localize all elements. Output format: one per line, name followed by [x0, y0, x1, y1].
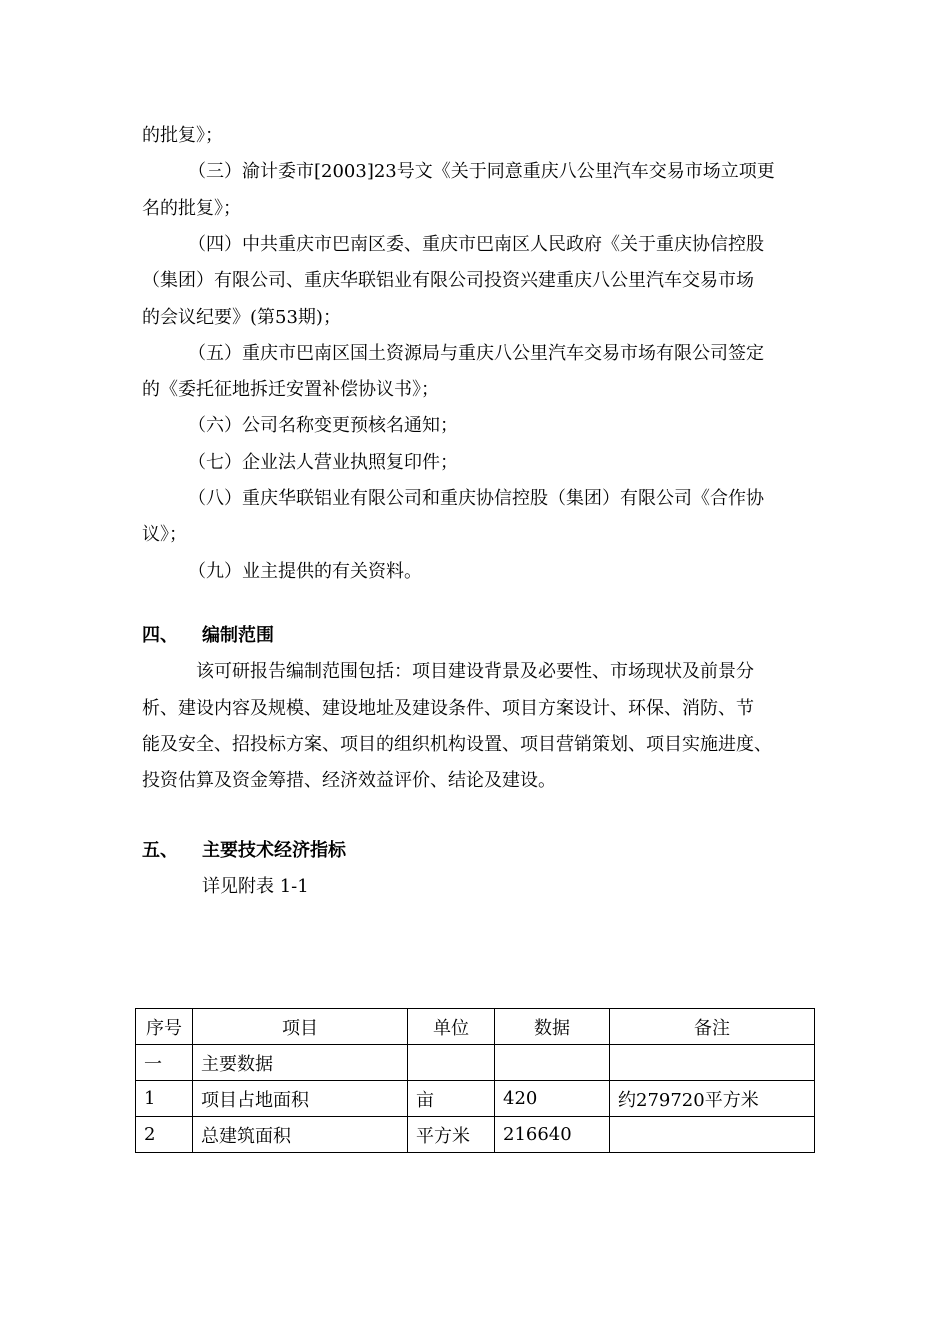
text-line: 投资估算及资金筹措、经济效益评价、结论及建设。 — [142, 770, 556, 791]
text-line: （五）重庆市巴南区国土资源局与重庆八公里汽车交易市场有限公司签定 — [188, 343, 764, 364]
section-number: 五、 — [142, 840, 178, 861]
table-cell — [610, 1117, 815, 1153]
text-line: 能及安全、招投标方案、项目的组织机构设置、项目营销策划、项目实施进度、 — [142, 734, 772, 755]
table-cell — [610, 1045, 815, 1081]
text-line: 议》； — [142, 524, 187, 545]
section-title: 编制范围 — [202, 625, 274, 646]
table-cell: 1 — [136, 1081, 193, 1117]
technical-indicators-table — [135, 1008, 815, 1153]
table-cell — [495, 1045, 610, 1081]
table-cell: 216640 — [495, 1117, 610, 1153]
table-cell: 项目占地面积 — [193, 1081, 408, 1117]
table-header-cell: 序号 — [136, 1009, 193, 1045]
text-line: （三）渝计委市[2003]23号文《关于同意重庆八公里汽车交易市场立项更 — [188, 161, 775, 182]
text-line: 该可研报告编制范围包括：项目建设背景及必要性、市场现状及前景分 — [196, 661, 754, 682]
text-line: 名的批复》； — [142, 198, 241, 219]
table-header-cell: 备注 — [610, 1009, 815, 1045]
text-line: （七）企业法人营业执照复印件； — [188, 452, 458, 473]
text-line: （四）中共重庆市巴南区委、重庆市巴南区人民政府《关于重庆协信控股 — [188, 234, 764, 255]
table-row — [136, 1117, 815, 1153]
table-cell: 2 — [136, 1117, 193, 1153]
table-cell: 约279720平方米 — [610, 1081, 815, 1117]
text-line: 的会议纪要》(第53期)； — [142, 307, 341, 328]
text-line: （八）重庆华联铝业有限公司和重庆协信控股（集团）有限公司《合作协 — [188, 488, 764, 509]
table-cell: 一 — [136, 1045, 193, 1081]
text-line: 的批复》； — [142, 125, 223, 146]
table-cell: 平方米 — [408, 1117, 495, 1153]
text-line: （六）公司名称变更预核名通知； — [188, 415, 458, 436]
table-header-cell: 项目 — [193, 1009, 408, 1045]
section-heading-4 — [142, 624, 274, 648]
text-line: （集团）有限公司、重庆华联铝业有限公司投资兴建重庆八公里汽车交易市场 — [142, 270, 754, 291]
table-cell: 主要数据 — [193, 1045, 408, 1081]
section-number: 四、 — [142, 625, 178, 646]
table-cell: 420 — [495, 1081, 610, 1117]
table-reference-note: 详见附表 1-1 — [202, 876, 309, 897]
table-row — [136, 1045, 815, 1081]
text-line: （九）业主提供的有关资料。 — [188, 561, 422, 582]
section-title: 主要技术经济指标 — [202, 840, 346, 861]
text-line: 的《委托征地拆迁安置补偿协议书》； — [142, 379, 439, 400]
table-row — [136, 1081, 815, 1117]
table-header-cell: 数据 — [495, 1009, 610, 1045]
table-cell — [408, 1045, 495, 1081]
table-header-cell: 单位 — [408, 1009, 495, 1045]
table-header-row — [136, 1009, 815, 1045]
table-cell: 亩 — [408, 1081, 495, 1117]
section-heading-5 — [142, 839, 346, 863]
table-cell: 总建筑面积 — [193, 1117, 408, 1153]
text-line: 析、建设内容及规模、建设地址及建设条件、项目方案设计、环保、消防、节 — [142, 698, 754, 719]
